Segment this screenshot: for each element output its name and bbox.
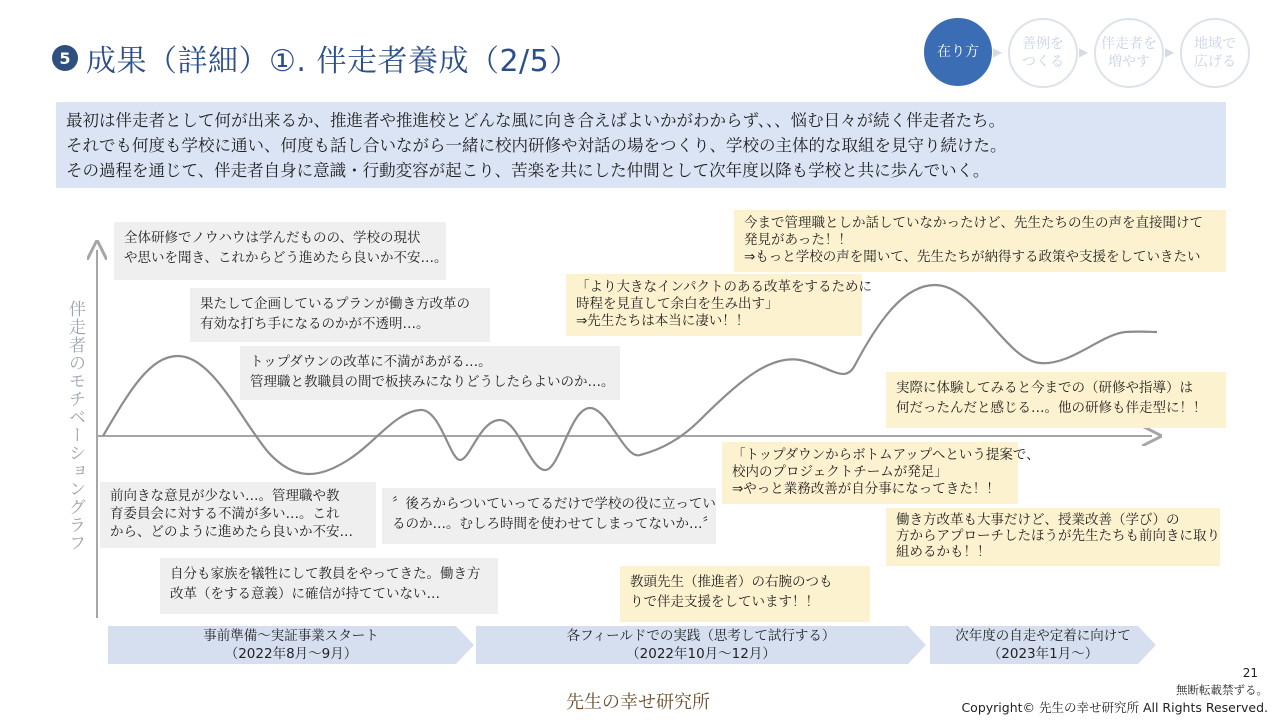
note-line: 何だったんだと感じる…。他の研修も伴走型に！！ <box>896 400 1207 416</box>
note-line: 時程を見直して余白を生み出す」 <box>576 296 779 312</box>
note-line: 〞後ろからついていってるだけで学校の役に立ってい <box>392 496 716 512</box>
note-box <box>190 288 490 342</box>
note-line: ⇒先生たちは本当に凄い！！ <box>576 313 750 329</box>
note-line: 管理職と教職員の間で板挟みになりどうしたらよいのか…。 <box>250 374 615 390</box>
note-line: 発見があった！！ <box>744 232 852 248</box>
phase-3 <box>930 626 1156 664</box>
note-line: 方からアプローチしたほうが先生たちも前向きに取り <box>896 528 1220 544</box>
note-line: ⇒やっと業務改善が自分事になってきた！！ <box>732 481 1000 497</box>
copyright: Copyright© 先生の幸せ研究所 All Rights Reserved. <box>961 700 1268 715</box>
note-line: トップダウンの改革に不満があがる…。 <box>250 354 492 370</box>
section-number-badge: 5 <box>52 45 78 71</box>
note-line: 「トップダウンからボトムアップへという提案で、 <box>732 447 1040 463</box>
note-box <box>886 372 1226 428</box>
note-line: 有効な打ち手になるのかが不透明…。 <box>200 316 430 332</box>
phase-period: （2022年10月～12月） <box>626 646 776 662</box>
note-line: や思いを聞き、これからどう進めたら良いか不安…。 <box>124 250 448 266</box>
note-line: 前向きな意見が少ない…。管理職や教 <box>110 488 340 504</box>
note-box <box>240 346 620 400</box>
note-box <box>722 442 1040 504</box>
summary-line: その過程を通じて、伴走者自身に意識・行動変容が起こり、苦楽を共にした仲間として次年度以降も学校と共に歩んでいく。 <box>66 161 990 180</box>
phase-title: 各フィールドでの実践（思考して試行する） <box>566 628 836 644</box>
note-line: 教頭先生（推進者）の右腕のつも <box>630 574 833 590</box>
note-box <box>734 210 1226 272</box>
phase-period: （2023年1月～） <box>987 646 1099 662</box>
phase-period: （2022年8月～9月） <box>224 646 358 662</box>
note-box <box>114 222 446 280</box>
note-line: 育委員会に対する不満が多い…。これ <box>110 506 340 522</box>
note-box <box>620 566 870 622</box>
phase-title: 次年度の自走や定着に向けて <box>955 628 1131 644</box>
phase-title: 事前準備～実証事業スタート <box>203 628 379 644</box>
note-line: 組めるかも！！ <box>896 544 991 560</box>
y-axis-label: 伴走者のモチベーショングラフ <box>65 300 85 552</box>
logo-text: 先生の幸せ研究所 <box>566 692 710 713</box>
logo <box>566 688 710 714</box>
note-line: 改革（をする意義）に確信が持てていない… <box>170 586 440 602</box>
note-line: 全体研修でノウハウは学んだものの、学校の現状 <box>124 230 421 246</box>
summary-line: それでも何度も学校に通い、何度も話し合いながら一緒に校内研修や対話の場をつくり、学校の主体的な取組を見守り続けた。 <box>66 136 1007 155</box>
no-reproduction-notice: 無断転載禁ずる。 <box>1176 683 1268 697</box>
page-title-text: 成果（詳細）①. 伴走者養成（2/5） <box>86 44 580 79</box>
note-box <box>566 274 873 336</box>
phase-1 <box>108 626 474 664</box>
note-line: から、どのように進めたら良いか不安… <box>110 524 353 540</box>
note-line: 校内のプロジェクトチームが発足」 <box>732 464 948 480</box>
note-line: 働き方改革も大事だけど、授業改善（学び）の <box>896 512 1180 528</box>
step-arrow-icon: ▶ <box>1079 45 1089 59</box>
step-zenrei[interactable]: 善例を つくる <box>1008 18 1078 88</box>
step-arrow-icon: ▶ <box>1165 45 1175 59</box>
note-line: 自分も家族を犠牲にして教員をやってきた。働き方 <box>170 566 481 582</box>
note-line: ⇒もっと学校の声を聞いて、先生たちが納得する政策や支援をしていきたい <box>744 249 1201 265</box>
step-arikata[interactable]: 在り方 <box>924 18 992 86</box>
step-arrow-icon: ▶ <box>993 45 1003 59</box>
note-box <box>886 508 1220 566</box>
step-fuyasu[interactable]: 伴走者を 増やす <box>1094 18 1164 88</box>
phase-2 <box>476 626 926 664</box>
summary-line: 最初は伴走者として何が出来るか、推進者や推進校とどんな風に向き合えばよいかがわからず、、、悩む日々が続く伴走者たち。 <box>66 111 1006 130</box>
note-line: 果たして企画しているプランが働き方改革の <box>200 296 470 312</box>
step-hirogeru[interactable]: 地域で 広げる <box>1180 18 1250 88</box>
note-line: 実際に体験してみると今までの（研修や指導）は <box>896 380 1193 396</box>
note-line: るのか…。むしろ時間を使わせてしまってないか…〞 <box>392 516 716 532</box>
page-number: 21 <box>1242 666 1258 680</box>
note-line: りで伴走支援をしています！！ <box>630 594 819 610</box>
note-line: 今まで管理職としか話していなかったけど、先生たちの生の声を直接聞けて <box>744 215 1203 231</box>
note-box <box>382 488 716 544</box>
note-line: 「より大きなインパクトのある改革をするために <box>576 279 873 295</box>
note-box <box>100 482 376 548</box>
note-box <box>160 558 498 614</box>
